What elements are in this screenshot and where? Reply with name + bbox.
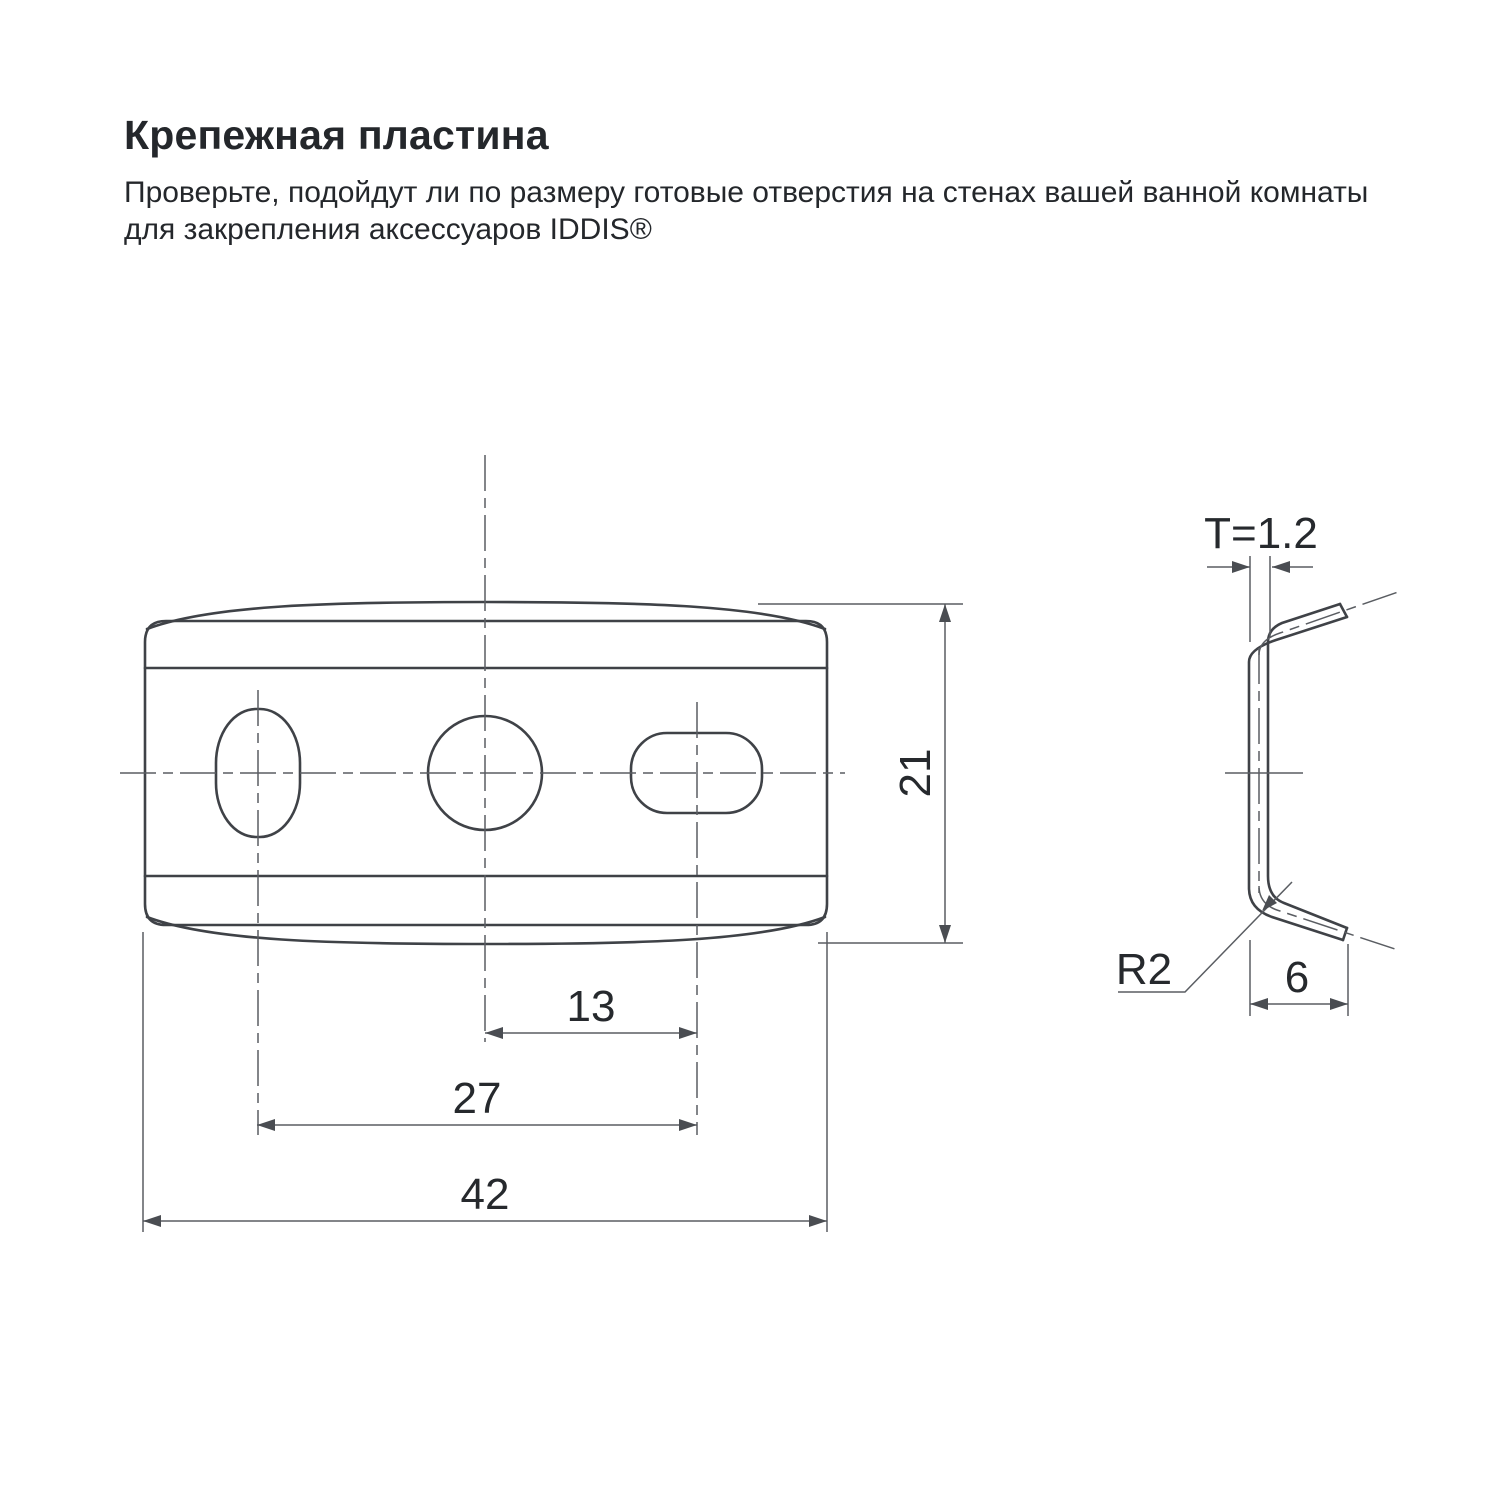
dimension-label-flange-depth: 6 <box>1284 953 1310 1002</box>
dimension-42 <box>143 1170 827 1227</box>
dimension-label-21: 21 <box>891 748 940 798</box>
plate-top-arch <box>147 602 825 629</box>
dimension-label-27: 27 <box>452 1074 502 1123</box>
dimension-label-13: 13 <box>566 982 616 1031</box>
profile-centerline-bottom-flange <box>1259 886 1398 950</box>
profile-inner-face <box>1268 604 1347 928</box>
dimension-label-42: 42 <box>460 1170 510 1219</box>
profile-outer-face <box>1249 617 1347 940</box>
dimension-flange-depth <box>1250 940 1348 1016</box>
dimension-thickness <box>1204 509 1318 642</box>
description-line-1: Проверьте, подойдут ли по размеру готовые отверстия на стенах вашей ванной комнаты <box>124 176 1369 209</box>
page-title: Крепежная пластина <box>124 112 549 158</box>
plate-bottom-arch <box>147 917 825 944</box>
front-view-dimensions <box>143 604 963 1232</box>
description-line-2: для закрепления аксессуаров IDDIS® <box>124 213 652 246</box>
dimension-label-radius: R2 <box>1115 945 1173 994</box>
side-view <box>1116 509 1398 1016</box>
profile-bottom-end-cut <box>1343 928 1347 940</box>
radius-callout <box>1116 882 1292 994</box>
dimension-label-thickness: T=1.2 <box>1204 509 1318 558</box>
profile-top-end-cut <box>1340 604 1347 617</box>
front-view <box>120 455 845 1135</box>
dimension-27 <box>257 1074 697 1131</box>
dimension-13 <box>485 982 697 1039</box>
dimension-21 <box>891 604 951 943</box>
